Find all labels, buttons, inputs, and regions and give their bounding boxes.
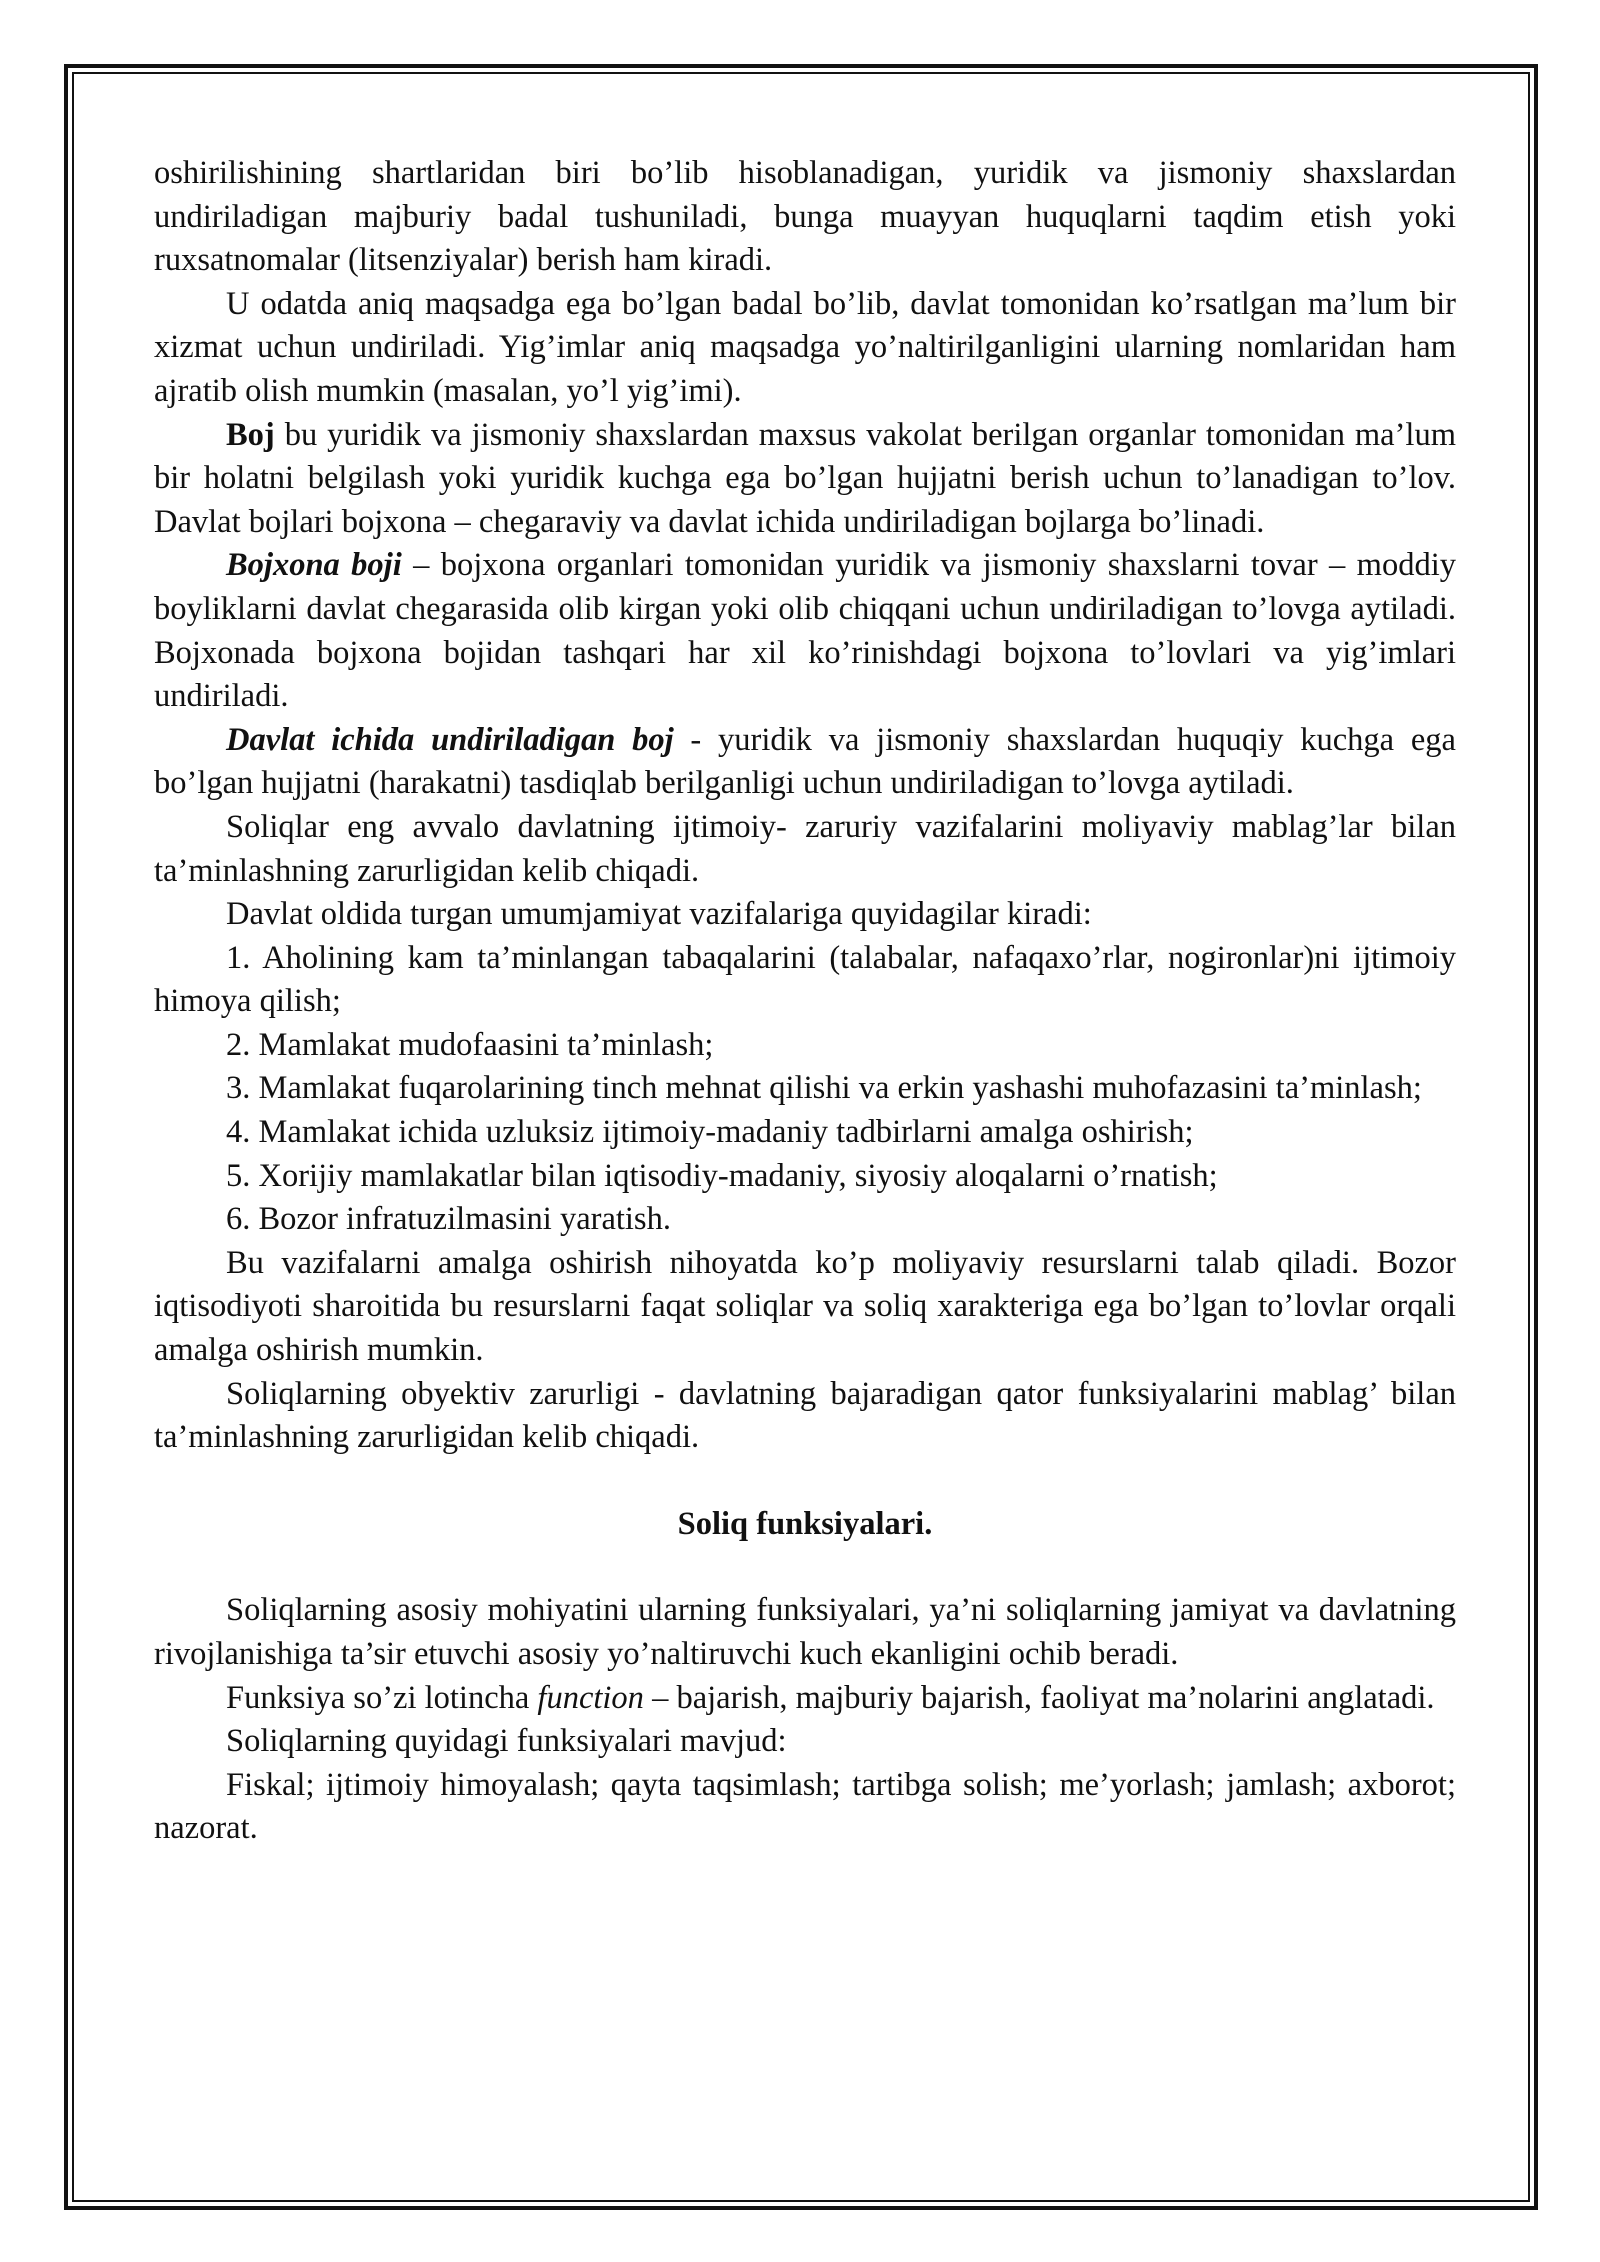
paragraph: Soliqlar eng avvalo davlatning ijtimoiy- zaruriy vazifalarini moliyaviy mablag’lar bilan ta’minlashning zarurligidan kelib chiqadi. bbox=[154, 808, 1456, 889]
paragraph: Davlat oldida turgan umumjamiyat vazifalariga quyidagilar kiradi: bbox=[226, 896, 1092, 933]
paragraph bbox=[154, 544, 1456, 718]
paragraph-text: – bojxona organlari tomonidan yuridik va jismoniy shaxslarni tovar – moddiy boyliklarni davlat chegarasida olib kirgan yoki olib chiqqani uchun undiriladigan to’lovga aytiladi. Bojxonada bojxona bojidan tashqari har xil ko’rinishdagi bojxona to’lovlari va yig’imlari undiriladi. bbox=[154, 547, 1456, 715]
term-boj: Boj bbox=[226, 416, 275, 453]
paragraph bbox=[154, 719, 1456, 806]
paragraph: oshirilishining shartlaridan biri bo’lib hisoblanadigan, yuridik va jismoniy shaxslardan undiriladigan majburiy badal tushuniladi, bunga muayyan huquqlarni taqdim etish yoki ruxsatnomalar (litsenziyalar) berish ham kiradi. bbox=[154, 155, 1456, 279]
document-page bbox=[154, 152, 1456, 1851]
list-item: 4. Mamlakat ichida uzluksiz ijtimoiy-madaniy tadbirlarni amalga oshirish; bbox=[226, 1114, 1194, 1151]
paragraph-text: - yuridik va jismoniy shaxslardan huquqiy kuchga ega bo’lgan hujjatni (harakatni) tasdiqlab berilganligi uchun undiriladigan to’lovga aytiladi. bbox=[154, 721, 1456, 802]
paragraph: U odatda aniq maqsadga ega bo’lgan badal bo’lib, davlat tomonidan ko’rsatlgan ma’lum bir xizmat uchun undiriladi. Yig’imlar aniq maqsadga yo’naltirilganligini ularning nomlaridan ham ajratib olish mumkin (masalan, yo’l yig’imi). bbox=[154, 285, 1456, 409]
term-bojxona-boji: Bojxona boji bbox=[226, 547, 402, 584]
term-davlat-ichida-boj: Davlat ichida undiriladigan boj bbox=[226, 721, 674, 758]
section-heading: Soliq funksiyalari. bbox=[677, 1505, 933, 1542]
list-item: 5. Xorijiy mamlakatlar bilan iqtisodiy-madaniy, siyosiy aloqalarni o’rnatish; bbox=[226, 1157, 1218, 1194]
paragraph-text: – bajarish, majburiy bajarish, faoliyat ma’nolarini anglatadi. bbox=[643, 1679, 1435, 1716]
paragraph bbox=[154, 414, 1456, 545]
paragraph-text: bu yuridik va jismoniy shaxslardan maxsus vakolat berilgan organlar tomonidan ma’lum bir holatni belgilash yoki yuridik kuchga ega bo’lgan hujjatni berish uchun to’lanadigan to’lov. Davlat bojlari bojxona – chegaraviy va davlat ichida undiriladigan bojlarga bo’linadi. bbox=[154, 416, 1456, 540]
paragraph: Soliqlarning asosiy mohiyatini ularning funksiyalari, ya’ni soliqlarning jamiyat va davlatning rivojlanishiga ta’sir etuvchi asosiy yo’naltiruvchi kuch ekanligini ochib beradi. bbox=[154, 1592, 1456, 1672]
paragraph: Fiskal; ijtimoiy himoyalash; qayta taqsimlash; tartibga solish; me’yorlash; jamlash; axborot; nazorat. bbox=[154, 1766, 1456, 1847]
paragraph: Soliqlarning quyidagi funksiyalari mavjud: bbox=[226, 1723, 787, 1760]
list-item: 6. Bozor infratuzilmasini yaratish. bbox=[226, 1201, 671, 1238]
list-item: 3. Mamlakat fuqarolarining tinch mehnat qilishi va erkin yashashi muhofazasini ta’minlash; bbox=[226, 1070, 1422, 1107]
term-function: function bbox=[537, 1679, 644, 1716]
paragraph: Bu vazifalarni amalga oshirish nihoyatda ko’p moliyaviy resurslarni talab qiladi. Bozor iqtisodiyoti sharoitida bu resurslarni faqat soliqlar va soliq xarakteriga ega bo’lgan to’lovlar orqali amalga oshirish mumkin. bbox=[154, 1244, 1456, 1369]
paragraph: Soliqlarning obyektiv zarurligi - davlatning bajaradigan qator funksiyalarini mablag’ bilan ta’minlashning zarurligidan kelib chiqadi. bbox=[154, 1375, 1456, 1456]
paragraph-text: Funksiya so’zi lotincha bbox=[226, 1679, 538, 1716]
paragraph bbox=[154, 1677, 1456, 1721]
list-item: 2. Mamlakat mudofaasini ta’minlash; bbox=[226, 1026, 714, 1063]
list-item: 1. Aholining kam ta’minlangan tabaqalarini (talabalar, nafaqaxo’rlar, nogironlar)ni ijtimoiy himoya qilish; bbox=[154, 939, 1456, 1020]
